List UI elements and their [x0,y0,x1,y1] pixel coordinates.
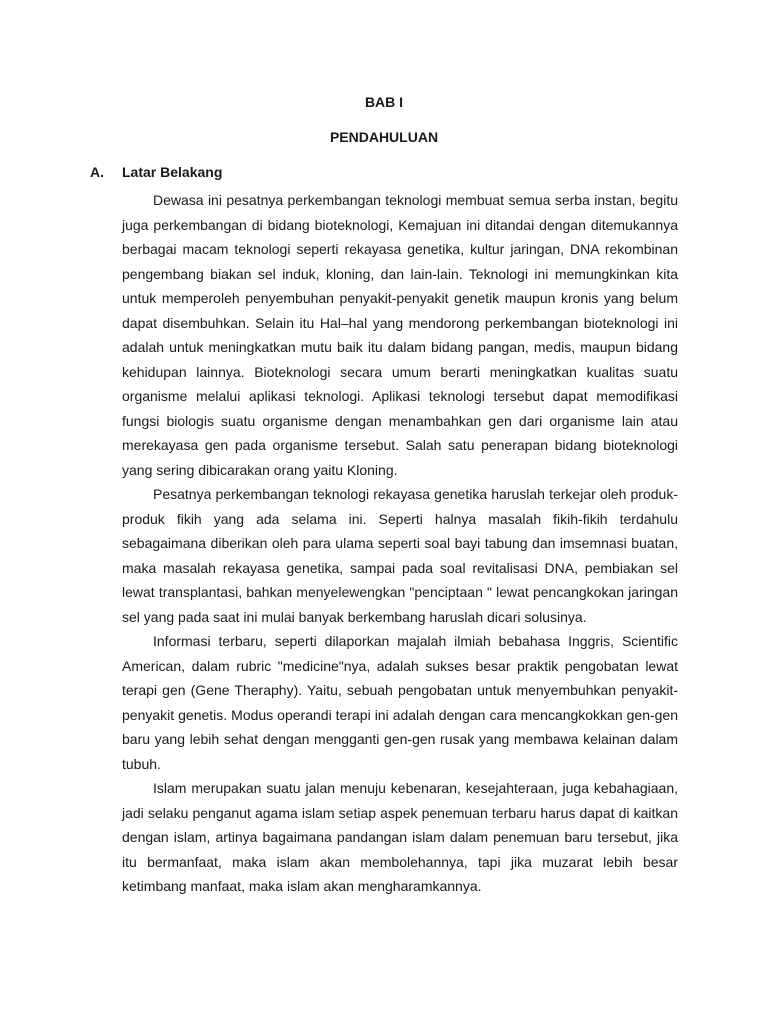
chapter-title: PENDAHULUAN [329,129,439,145]
paragraph-1: Dewasa ini pesatnya perkembangan teknologi membuat semua serba instan, begitu juga perkembangan di bidang bioteknologi, Kemajuan ini ditandai dengan ditemukannya berbagai macam teknologi seperti rekayasa genetika, kultur jaringan, DNA rekombinan pengembang biakan sel induk, kloning, dan lain-lain. Teknologi ini memungkinkan kita untuk memperoleh penyembuhan penyakit-penyakit genetik maupun kronis yang belum dapat disembuhkan. Selain itu Hal–hal yang mendorong perkembangan bioteknologi ini adalah untuk meningkatkan mutu baik itu dalam bidang pangan, medis, maupun bidang kehidupan lainnya. Bioteknologi secara umum berarti meningkatkan kualitas suatu organisme melalui aplikasi teknologi. Aplikasi teknologi tersebut dapat memodifikasi fungsi biologis suatu organisme dengan menambahkan gen dari organisme lain atau merekayasa gen pada organisme tersebut. Salah satu penerapan bidang bioteknologi yang sering dibicarakan orang yaitu Kloning. [122,192,678,478]
paragraph-2: Pesatnya perkembangan teknologi rekayasa genetika haruslah terkejar oleh produk-produk fikih yang ada selama ini. Seperti halnya masalah fikih-fikih terdahulu sebagaimana diberikan oleh para ulama seperti soal bayi tabung dan imsemnasi buatan, maka masalah rekayasa genetika, sampai pada soal revitalisasi DNA, pembiakan sel lewat transplantasi, bahkan menyelewengkan "penciptaan " lewat pencangkokan jaringan sel yang pada saat ini mulai banyak berkembang haruslah dicari solusinya. [122,486,678,625]
paragraph-3: Informasi terbaru, seperti dilaporkan majalah ilmiah bebahasa Inggris, Scientific American, dalam rubric "medicine"nya, adalah sukses besar praktik pengobatan lewat terapi gen (Gene Theraphy). Yaitu, sebuah pengobatan untuk menyembuhkan penyakit-penyakit genetis. Modus operandi terapi ini adalah dengan cara mencangkokkan gen-gen baru yang lebih sehat dengan mengganti gen-gen rusak yang membawa kelainan dalam tubuh. [122,633,678,772]
document-body [122,188,678,899]
paragraph-4: Islam merupakan suatu jalan menuju kebenaran, kesejahteraan, juga kebahagiaan, jadi selaku penganut agama islam setiap aspek penemuan terbaru harus dapat di kaitkan dengan islam, artinya bagaimana pandangan islam dalam penemuan baru tersebut, jika itu bermanfaat, maka islam akan membolehannya, tapi jika muzarat lebih besar ketimbang manfaat, maka islam akan mengharamkannya. [122,780,678,894]
section-title: Latar Belakang [122,164,223,180]
chapter-number: BAB I [364,94,404,110]
section-heading [90,164,222,180]
section-letter: A. [90,164,104,180]
